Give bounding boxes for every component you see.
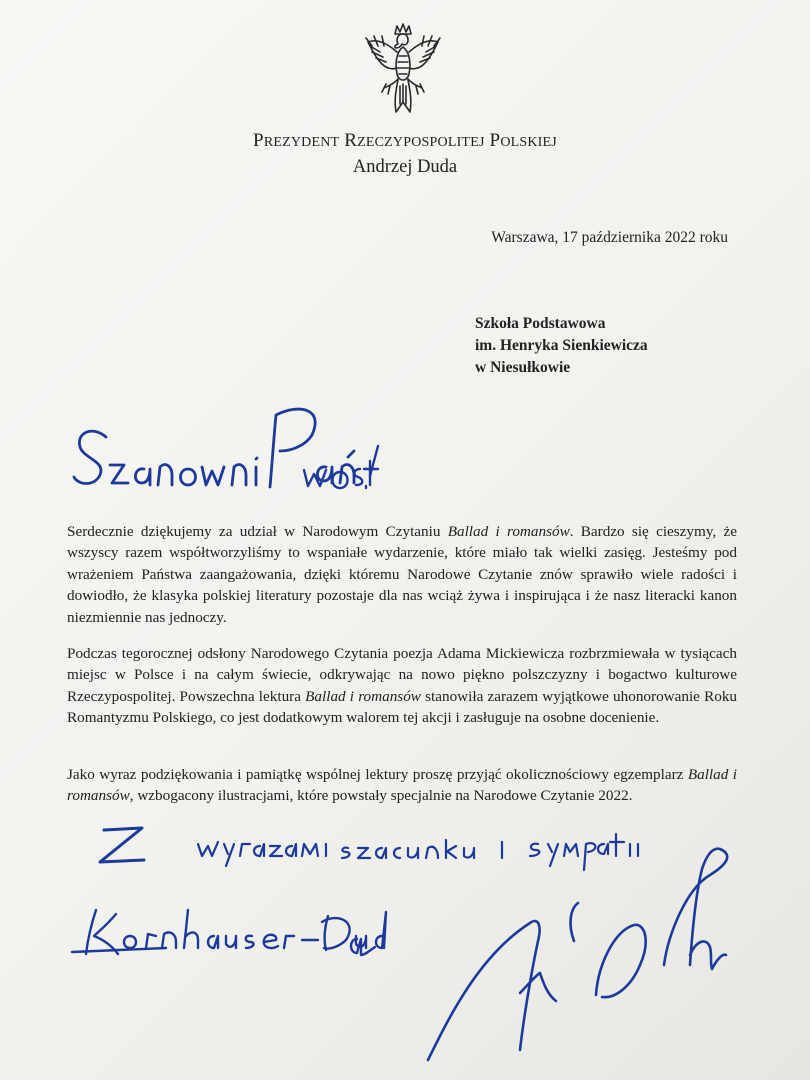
addressee-line-3: w Niesułkowie bbox=[475, 359, 571, 376]
body-paragraph-2-title: Ballad i romansów bbox=[305, 687, 421, 705]
body-paragraph-3-title: Ballad i romansów bbox=[67, 766, 737, 805]
office-title-cap-2: R bbox=[344, 130, 358, 151]
body-paragraph-1-title: Ballad i romansów bbox=[447, 523, 570, 540]
body-paragraph-1 bbox=[67, 521, 737, 628]
body-paragraph-1-text-a: Serdecznie dziękujemy za udział w Narodowym Czytaniu bbox=[67, 523, 448, 540]
body-paragraph-2-text-c: stanowiła zarazem wyjątkowe uhonorowanie Roku Romantyzmu Polskiego, co jest dodatkowym walorem tej akcji i zasługuje na osobne docenienie. bbox=[67, 687, 738, 727]
handwritten-salutation-end bbox=[300, 440, 410, 500]
body-paragraph-1-text-c: . Bardzo się cieszymy, że wszyscy razem współtworzyliśmy to wspaniałe wydarzenie, które miało tak wielki zasięg. Jesteśmy pod wrażeniem Państwa zaangażowania, dzięki któremu Narodowe Czytanie znów sprawiło wiele radości i dowiodło, że klasyka polskiej literatury pozostaje dla nas wciąż żywa i inspirująca i że nasz literacki kanon niezmiennie nas jednoczy. bbox=[67, 523, 737, 626]
signature-andrzej-duda bbox=[420, 845, 750, 1070]
body-paragraph-3-text-a: Jako wyraz podziękowania i pamiątkę wspólnej lektury proszę przyjąć okolicznościowy egzemplarz bbox=[67, 766, 688, 783]
office-title-rest-3: OLSKIEJ bbox=[500, 135, 557, 150]
addressee-line-2: im. Henryka Sienkiewicza bbox=[475, 337, 648, 354]
body-paragraph-2 bbox=[67, 643, 737, 729]
office-title-rest-1: REZYDENT bbox=[263, 135, 340, 150]
office-title-cap-1: P bbox=[253, 130, 264, 151]
body-paragraph-3-text-c: , wzbogacony ilustracjami, które powstały specjalnie na Narodowe Czytanie 2022. bbox=[129, 787, 633, 805]
body-paragraph-2-text-a: Podczas tegorocznej odsłony Narodowego Czytania poezja Adama Mickiewicza rozbrzmiewała w tysiącach miejsc w Polsce i na całym świecie, odkrywając na nowo piękno polszczyzny i bogactwo kulturowe Rzeczypospolitej. Powszechna lektura bbox=[67, 645, 737, 705]
office-title-cap-3: P bbox=[489, 130, 501, 151]
office-title bbox=[180, 130, 630, 152]
eagle-emblem-icon bbox=[358, 20, 448, 116]
office-title-rest-2: ZECZYPOSPOLITEJ bbox=[357, 135, 485, 150]
letter-date: Warszawa, 17 października 2022 roku bbox=[491, 229, 728, 246]
body-paragraph-3 bbox=[67, 764, 737, 807]
addressee-line-1: Szkoła Podstawowa bbox=[475, 315, 606, 332]
addressee-block bbox=[475, 313, 735, 379]
signature-kornhauser-duda-end bbox=[335, 925, 395, 965]
sender-name: Andrzej Duda bbox=[352, 157, 458, 177]
